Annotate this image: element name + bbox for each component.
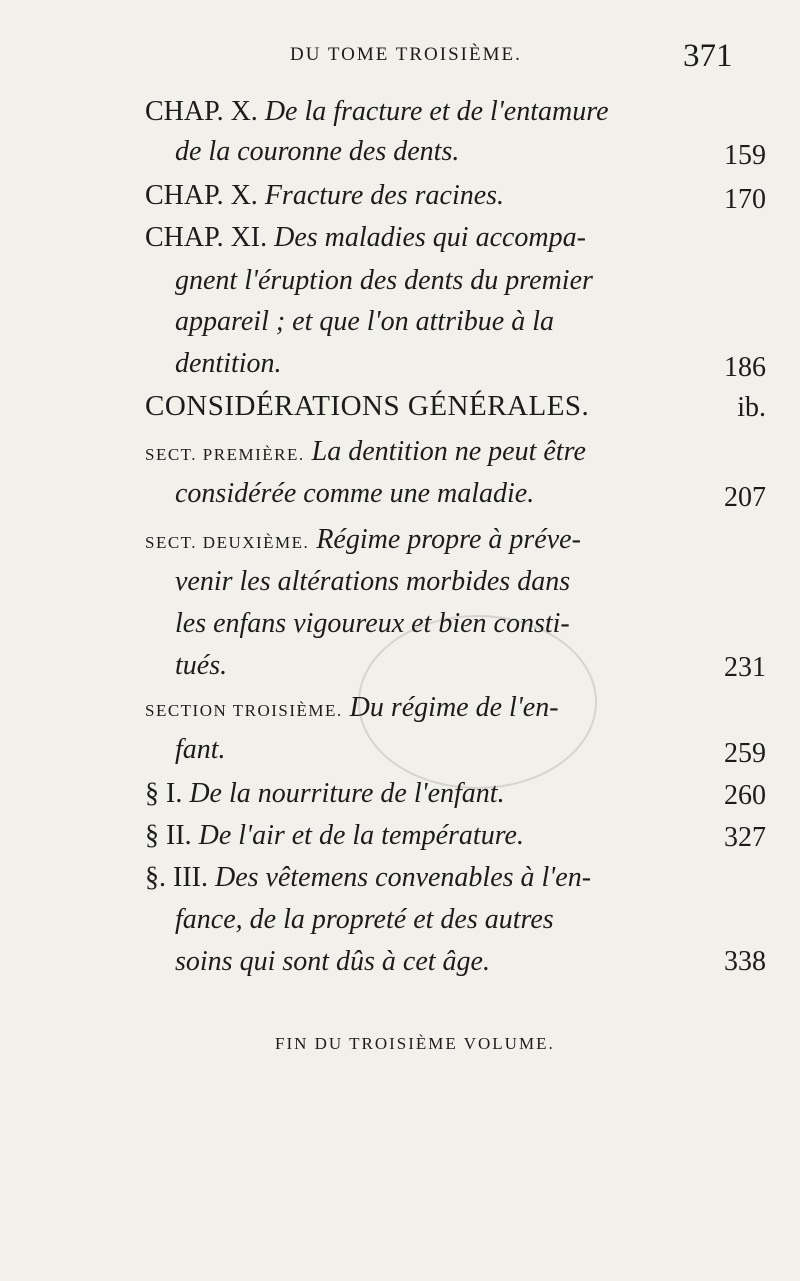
entry-page-number: 260 [724, 780, 766, 811]
entry-text: considérée comme une maladie. [175, 478, 535, 509]
entry-text: gnent l'éruption des dents du premier [175, 265, 593, 296]
running-head [0, 38, 800, 84]
section-heading: CONSIDÉRATIONS GÉNÉRALES. [145, 390, 590, 422]
entry-text: De l'air et de la température. [198, 820, 524, 851]
entry-page-number: ib. [737, 392, 766, 423]
entry-label: SECT. PREMIÈRE. [145, 445, 305, 464]
entry-page-number: 186 [724, 352, 766, 383]
entry-text: les enfans vigoureux et bien consti- [175, 608, 570, 639]
toc-line [175, 608, 570, 640]
entry-label: § I. [145, 778, 183, 809]
entry-label: §. III. [145, 862, 208, 893]
entry-label: SECTION TROISIÈME. [145, 701, 343, 720]
toc-line [175, 566, 570, 598]
toc-line [145, 96, 609, 128]
entry-text: appareil ; et que l'on attribue à la [175, 306, 555, 337]
entry-text: Des maladies qui accompa- [274, 222, 586, 253]
toc-line [175, 136, 459, 168]
entry-label: CHAP. X. [145, 96, 258, 127]
entry-page-number: 338 [724, 946, 766, 977]
entry-text: venir les altérations morbides dans [175, 566, 571, 597]
toc-line [175, 650, 227, 682]
entry-text: De la nourriture de l'enfant. [189, 778, 505, 809]
entry-text: dentition. [175, 348, 282, 379]
entry-page-number: 170 [724, 184, 766, 215]
end-of-volume-note: FIN DU TROISIÈME VOLUME. [275, 1034, 555, 1053]
entry-page-number: 327 [724, 822, 766, 853]
toc-line [175, 265, 593, 297]
toc-line [175, 306, 554, 338]
running-head-title: DU TOME TROISIÈME. [290, 44, 522, 65]
entry-label: CHAP. X. [145, 180, 258, 211]
toc-line [145, 436, 586, 468]
page-number: 371 [683, 38, 733, 74]
toc-line [145, 820, 524, 852]
entry-text: soins qui sont dûs à cet âge. [175, 946, 490, 977]
toc-line [175, 904, 554, 936]
entry-label: § II. [145, 820, 192, 851]
toc-line [175, 478, 534, 510]
entry-page-number: 259 [724, 738, 766, 769]
toc-line [145, 180, 504, 212]
entry-text: Des vêtemens convenables à l'en- [214, 862, 592, 893]
toc-line [145, 524, 581, 556]
entry-page-number: 231 [724, 652, 766, 683]
entry-text: Du régime de l'en- [349, 692, 559, 723]
entry-page-number: 159 [724, 140, 766, 171]
toc-line [145, 778, 505, 810]
entry-text: de la couronne des dents. [175, 136, 460, 167]
toc-line [145, 862, 591, 894]
entry-label: CHAP. XI. [145, 222, 268, 253]
entry-text: Fracture des racines. [264, 180, 505, 211]
toc-line [175, 734, 226, 766]
entry-text: La dentition ne peut être [311, 436, 586, 467]
toc-line [175, 946, 490, 978]
entry-label: SECT. DEUXIÈME. [145, 533, 310, 552]
entry-text: Régime propre à préve- [316, 524, 581, 555]
toc-line [175, 348, 282, 380]
toc-line [145, 222, 586, 254]
toc-line [145, 692, 559, 724]
entry-text: fance, de la propreté et des autres [175, 904, 554, 935]
entry-text: tués. [175, 650, 228, 681]
toc-line [145, 390, 589, 423]
entry-text: fant. [175, 734, 226, 765]
entry-text: De la fracture et de l'entamure [264, 96, 609, 127]
entry-page-number: 207 [724, 482, 766, 513]
